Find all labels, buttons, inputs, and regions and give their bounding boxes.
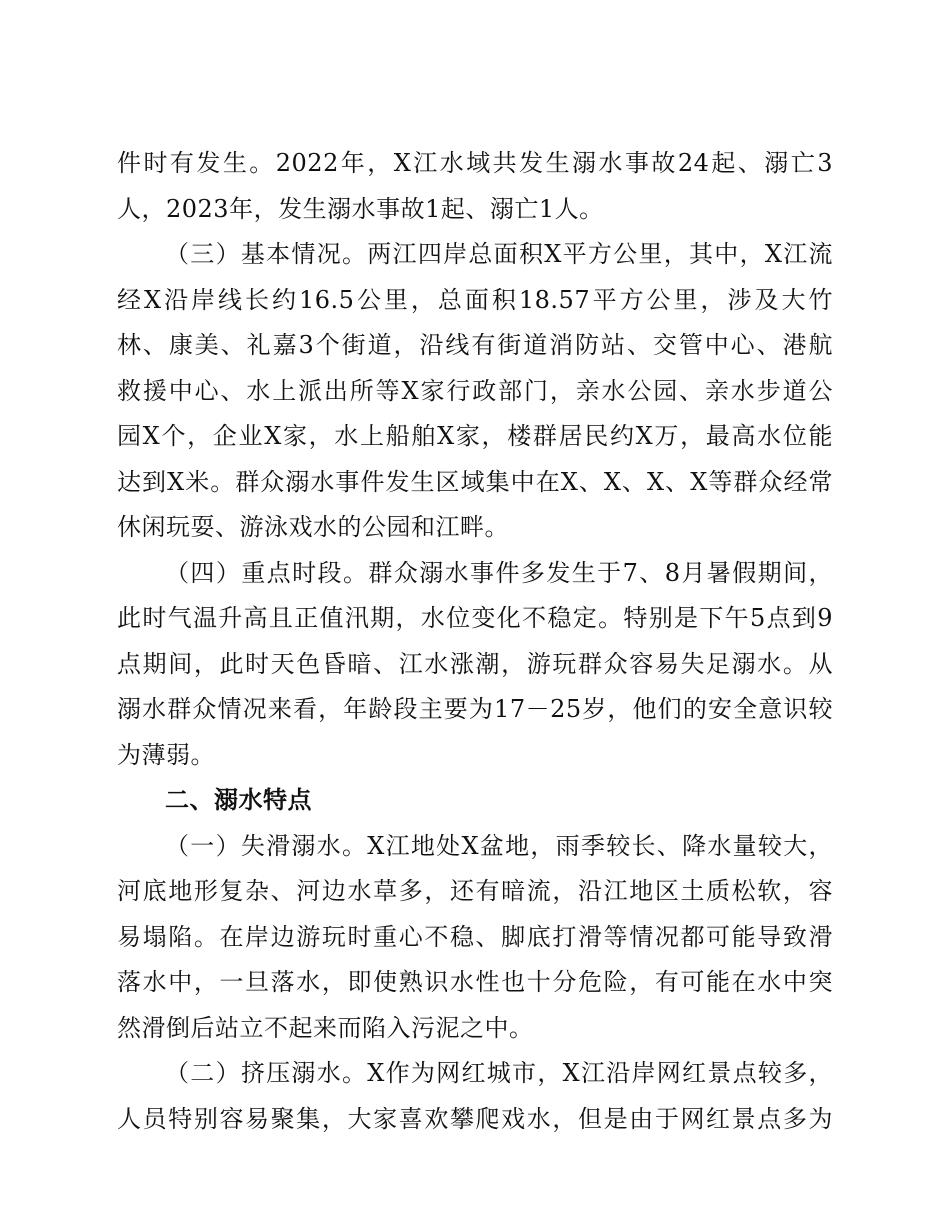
text-line: 河底地形复杂、河边水草多，还有暗流，沿江地区土质松软，容 (117, 877, 833, 905)
text-line: 落水中，一旦落水，即使熟识水性也十分危险，有可能在水中突 (117, 968, 833, 996)
text-line: 为薄弱。 (117, 740, 215, 769)
text-line: （二）挤压溺水。X作为网红城市，X江沿岸网红景点较多， (165, 1059, 833, 1087)
text-line: 此时气温升高且正值汛期，水位变化不稳定。特别是下午5点到9 (117, 604, 833, 632)
text-line: 救援中心、水上派出所等X家行政部门，亲水公园、亲水步道公 (117, 376, 833, 405)
section-heading: 二、溺水特点 (165, 786, 312, 814)
text-line: 达到X米。群众溺水事件发生区域集中在X、X、X、X等群众经常 (117, 467, 833, 496)
text-line: 人员特别容易聚集，大家喜欢攀爬戏水，但是由于网红景点多为 (117, 1104, 833, 1133)
text-line: 易塌陷。在岸边游玩时重心不稳、脚底打滑等情况都可能导致滑 (117, 922, 833, 951)
text-line: 休闲玩耍、游泳戏水的公园和江畔。 (117, 513, 509, 541)
text-line: （四）重点时段。群众溺水事件多发生于7、8月暑假期间， (165, 558, 833, 587)
text-line: 溺水群众情况来看，年龄段主要为17－25岁，他们的安全意识较 (117, 695, 833, 723)
text-line: 经X沿岸线长约16.5公里，总面积18.57平方公里，涉及大竹 (117, 285, 833, 314)
text-line: 件时有发生。2022年，X江水域共发生溺水事故24起、溺亡3 (117, 149, 833, 177)
text-line: （一）失滑溺水。X江地处X盆地，雨季较长、降水量较大， (165, 831, 833, 860)
text-line: 园X个，企业X家，水上船舶X家，楼群居民约X万，最高水位能 (117, 422, 833, 450)
text-line: （三）基本情况。两江四岸总面积X平方公里，其中，X江流 (165, 240, 833, 268)
text-line: 然滑倒后站立不起来而陷入污泥之中。 (117, 1013, 534, 1042)
text-line: 人，2023年，发生溺水事故1起、溺亡1人。 (117, 194, 604, 223)
text-line: 林、康美、礼嘉3个街道，沿线有街道消防站、交管中心、港航 (117, 331, 833, 359)
document-page (117, 141, 833, 1142)
text-line: 点期间，此时天色昏暗、江水涨潮，游玩群众容易失足溺水。从 (117, 649, 833, 678)
